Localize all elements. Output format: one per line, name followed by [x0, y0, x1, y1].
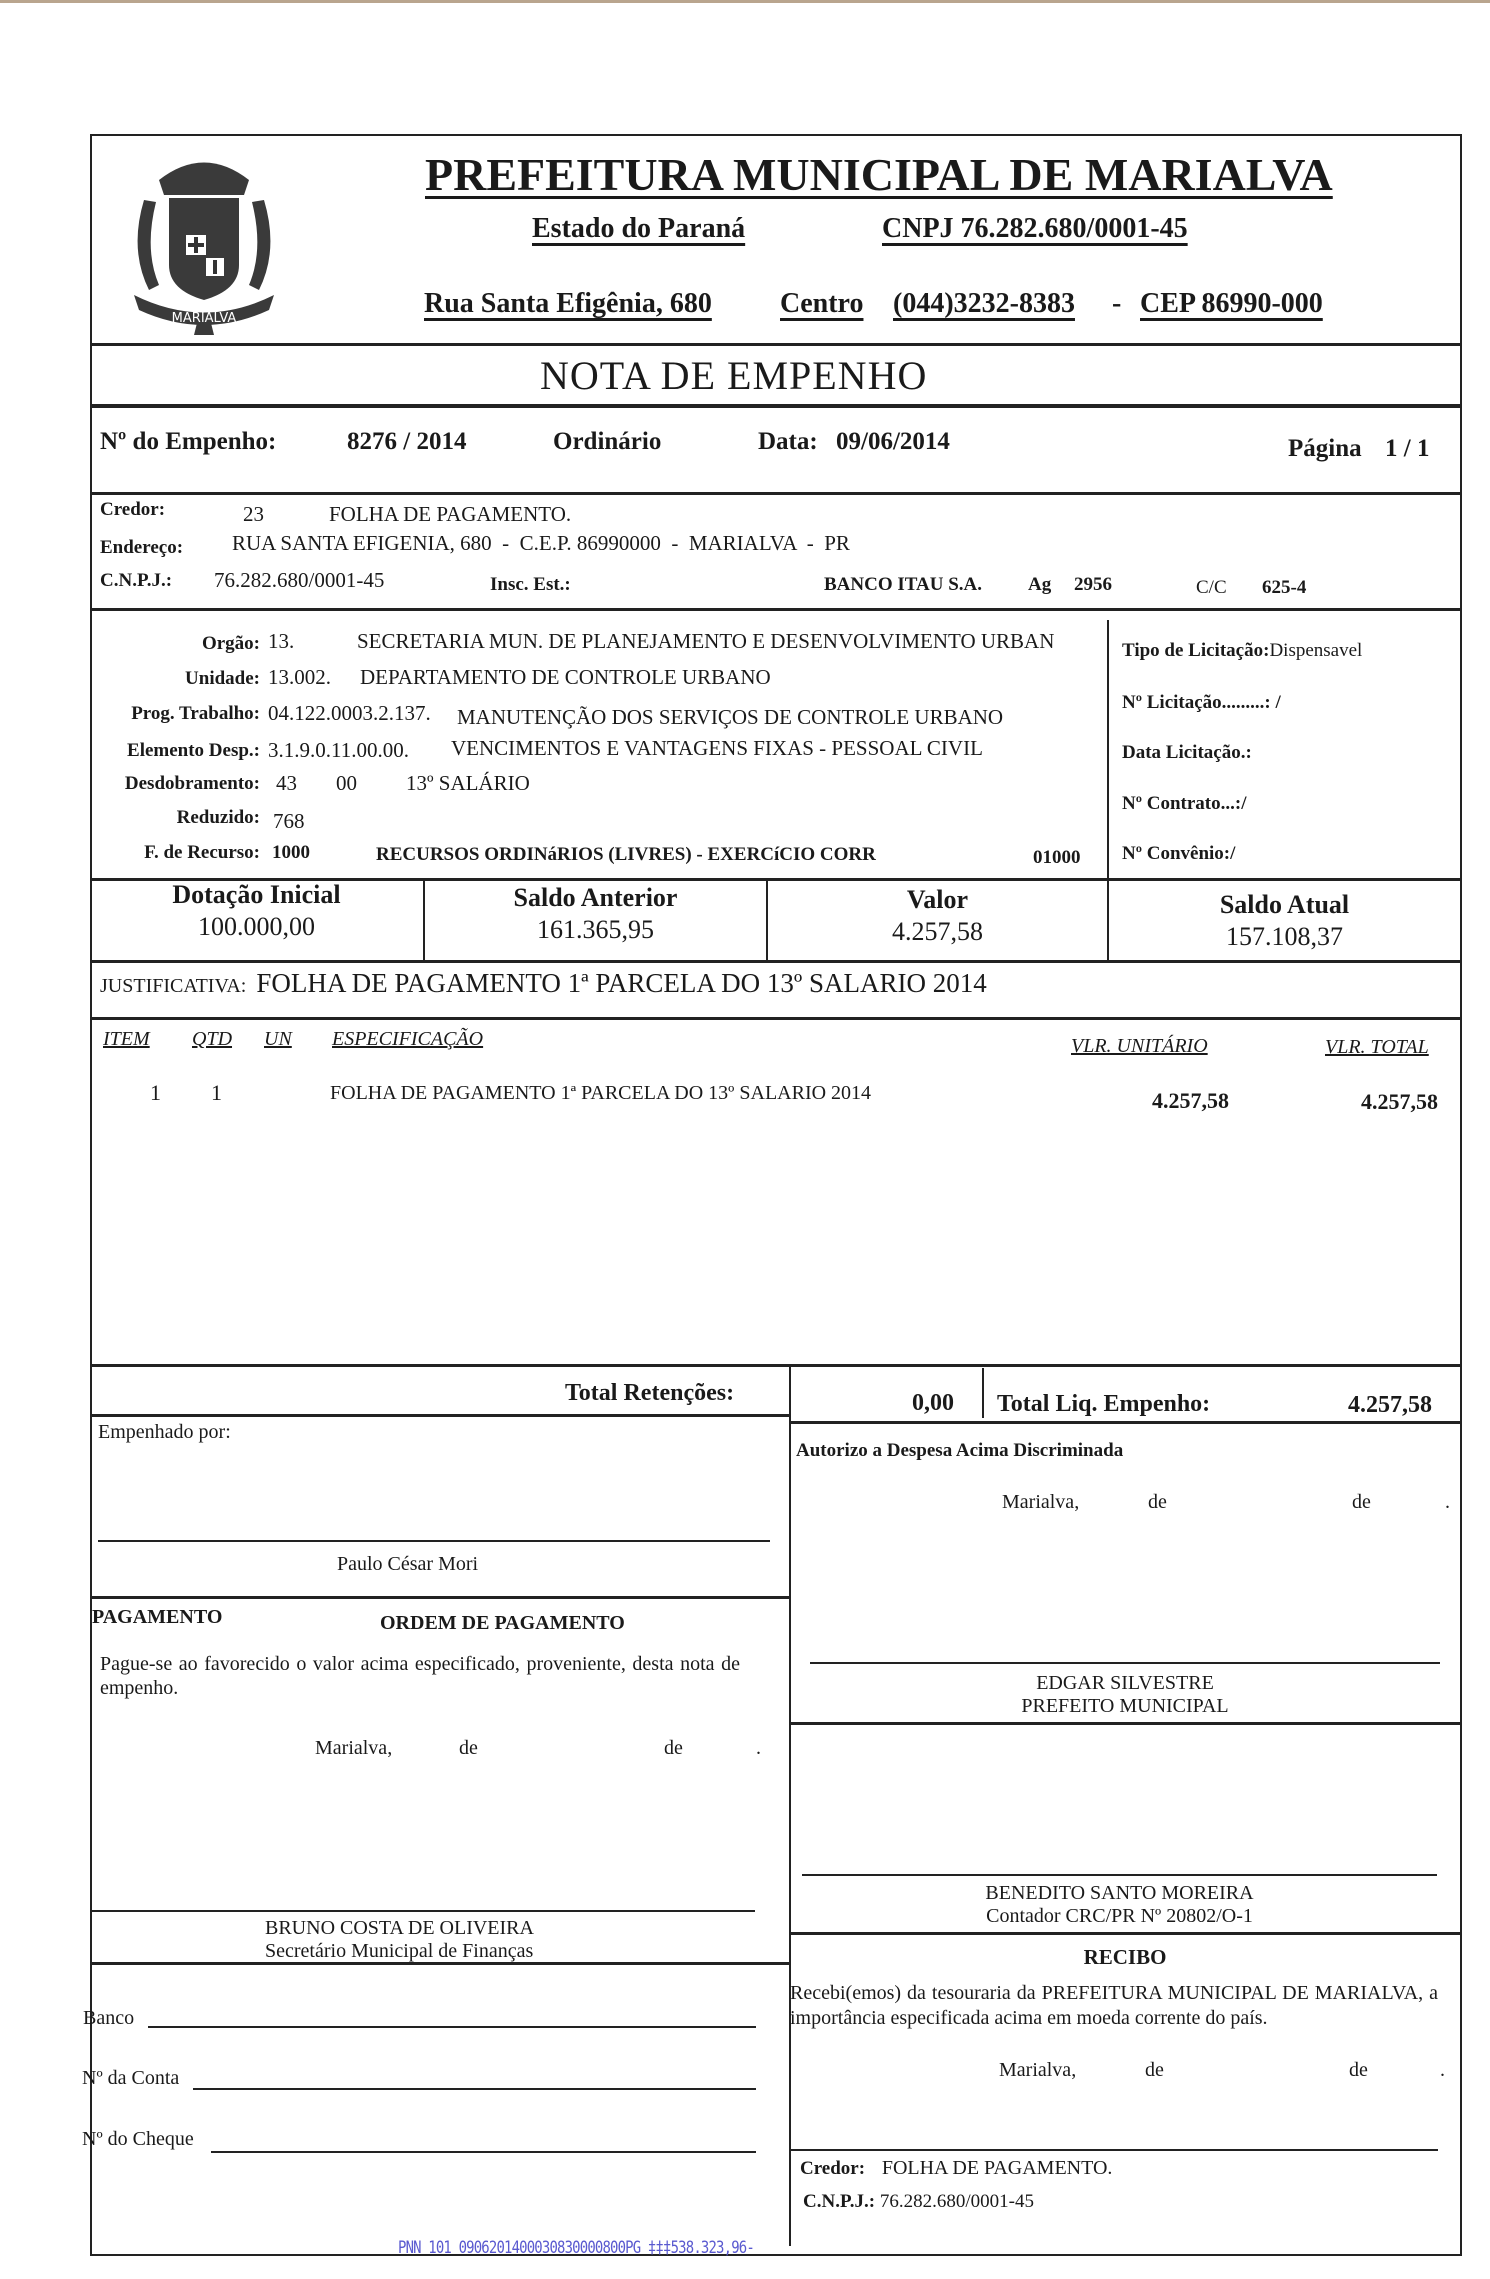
recibo-credor-name: FOLHA DE PAGAMENTO.: [881, 2157, 1113, 2179]
divider: [790, 1421, 1460, 1424]
numero-licitacao: Nº Licitação.........: /: [1122, 692, 1281, 713]
recibo-cnpj: [803, 2191, 1034, 2213]
divider: [90, 1962, 790, 1965]
saldo-atual-label: Saldo Atual: [1219, 890, 1350, 919]
divider: [90, 608, 1460, 611]
credor-cnpj: 76.282.680/0001-45: [214, 568, 385, 592]
liquido-value: 4.257,58: [1348, 1392, 1432, 1418]
unidade-label: Unidade:: [185, 668, 260, 689]
valor-label: Valor: [906, 885, 969, 914]
recurso-extra: 01000: [1033, 847, 1081, 868]
header-phone: (044)3232-8383: [893, 288, 1075, 319]
contador-role: Contador CRC/PR Nº 20802/O-1: [986, 1905, 1253, 1927]
retencoes-label: Total Retenções:: [565, 1380, 735, 1406]
desdobramento-desc: 13º SALÁRIO: [406, 771, 530, 795]
row-unit-value: 4.257,58: [1152, 1088, 1229, 1113]
tipo-licitacao: [1122, 640, 1362, 662]
row-item: 1: [150, 1080, 161, 1105]
empenho-number: 8276 / 2014: [347, 428, 467, 455]
justificativa-text: FOLHA DE PAGAMENTO 1ª PARCELA DO 13º SALARIO 2014: [256, 968, 987, 998]
account-label: C/C: [1196, 577, 1227, 598]
row-total-value: 4.257,58: [1361, 1089, 1438, 1114]
svg-text:MARIALVA: MARIALVA: [171, 311, 237, 326]
recurso-label: F. de Recurso:: [144, 842, 260, 863]
divider: [90, 1017, 1460, 1020]
bank-name: BANCO ITAU S.A.: [824, 574, 983, 595]
page-label: Página: [1288, 435, 1362, 462]
autorizo-de-1: de: [1148, 1491, 1167, 1513]
empenhado-por-label: Empenhado por:: [98, 1421, 231, 1443]
header-street: Rua Santa Efigênia, 680: [424, 288, 712, 319]
state-name: Estado do Paraná: [532, 213, 746, 244]
numero-convenio: Nº Convênio:/: [1122, 843, 1236, 864]
recibo-credor-label: Credor:: [800, 2158, 866, 2179]
col-qtd: QTD: [192, 1028, 233, 1050]
prog-trabalho-code: 04.122.0003.2.137.: [268, 701, 431, 725]
row-spec: FOLHA DE PAGAMENTO 1ª PARCELA DO 13º SALARIO 2014: [330, 1082, 872, 1104]
recibo-cnpj-value: 76.282.680/0001-45: [879, 2191, 1034, 2212]
bank-authentication-stamp: PNN 101 0906201400030830000800PG ‡‡‡538.323,96-: [398, 2238, 754, 2258]
recibo-cnpj-label: C.N.P.J.:: [803, 2191, 876, 2212]
dotacao-inicial-value: 100.000,00: [198, 912, 315, 941]
recibo-title: RECIBO: [1083, 1945, 1167, 1969]
pagamento-dot: .: [756, 1737, 761, 1759]
pagamento-place: Marialva,: [315, 1737, 393, 1759]
coat-of-arms-icon: [104, 140, 304, 340]
header-cep: CEP 86990-000: [1140, 288, 1323, 319]
credor-label: Credor:: [100, 499, 166, 520]
col-vlr-total: VLR. TOTAL: [1325, 1036, 1429, 1058]
empenho-number-label: Nº do Empenho:: [100, 428, 277, 455]
pagamento-label: PAGAMENTO: [92, 1606, 223, 1628]
recibo-de-1: de: [1145, 2059, 1164, 2081]
cheque-field[interactable]: [211, 2151, 756, 2153]
valor-value: 4.257,58: [892, 917, 983, 946]
cnpj-label: C.N.P.J.:: [100, 570, 173, 591]
liquido-label: Total Liq. Empenho:: [997, 1391, 1211, 1417]
orgao-code: 13.: [268, 629, 295, 653]
credor-code: 23: [243, 502, 264, 526]
divider: [90, 404, 1460, 408]
pagamento-text: Pague-se ao favorecido o valor acima especificado, proveniente, desta nota de empenho.: [100, 1653, 740, 1699]
autorizo-dot: .: [1445, 1491, 1450, 1513]
dotacao-inicial-label: Dotação Inicial: [172, 880, 341, 909]
autorizo-de-2: de: [1352, 1491, 1371, 1513]
elemento-desp-label: Elemento Desp.:: [127, 740, 260, 761]
ordem-pagamento-title: ORDEM DE PAGAMENTO: [380, 1612, 625, 1634]
divider: [90, 492, 1460, 495]
justificativa: [100, 968, 987, 999]
divider: [90, 343, 1460, 346]
empenho-date-label: Data:: [758, 428, 818, 455]
tipo-licitacao-value: Dispensavel: [1269, 640, 1363, 661]
header-separator: -: [1112, 288, 1122, 319]
signature-line: [810, 1662, 1440, 1664]
pagamento-de-2: de: [664, 1737, 683, 1759]
divider: [90, 1596, 790, 1599]
signature-line: [98, 1540, 770, 1542]
signature-line: [802, 1874, 1437, 1876]
banco-field[interactable]: [148, 2026, 756, 2028]
credor-address: RUA SANTA EFIGENIA, 680 - C.E.P. 86990000 - MARIALVA - PR: [232, 531, 850, 555]
prog-trabalho-label: Prog. Trabalho:: [131, 703, 260, 724]
divider: [90, 1364, 1460, 1367]
contador-name: BENEDITO SANTO MOREIRA: [985, 1882, 1254, 1904]
pagamento-de-1: de: [459, 1737, 478, 1759]
recibo-de-2: de: [1349, 2059, 1368, 2081]
unidade-desc: DEPARTAMENTO DE CONTROLE URBANO: [360, 665, 771, 689]
reduzido-label: Reduzido:: [176, 807, 260, 828]
insc-est-label: Insc. Est.:: [490, 574, 571, 595]
agency-label: Ag: [1028, 574, 1052, 595]
page-number: 1 / 1: [1385, 435, 1430, 462]
address-label: Endereço:: [100, 537, 184, 558]
desdobramento-code: 43: [276, 771, 297, 795]
col-especificacao: ESPECIFICAÇÃO: [332, 1028, 484, 1050]
banco-label: Banco: [83, 2007, 135, 2029]
row-qtd: 1: [211, 1080, 222, 1105]
agency-number: 2956: [1074, 574, 1112, 595]
signature-line: [790, 2149, 1438, 2151]
col-un: UN: [264, 1028, 292, 1050]
signature-line: [90, 1910, 755, 1912]
desdobramento-label: Desdobramento:: [124, 773, 260, 794]
reduzido-code: 768: [273, 809, 305, 833]
desdobramento-code2: 00: [336, 771, 357, 795]
scan-edge: [0, 0, 1490, 3]
recurso-desc: RECURSOS ORDINáRIOS (LIVRES) - EXERCíCIO CORR: [376, 844, 876, 865]
divider: [790, 1932, 1460, 1935]
column-divider: [1107, 620, 1109, 878]
credor-name: FOLHA DE PAGAMENTO.: [329, 502, 572, 526]
secretario-role: Secretário Municipal de Finanças: [265, 1940, 534, 1962]
municipality-title: PREFEITURA MUNICIPAL DE MARIALVA: [425, 149, 1333, 200]
recibo-dot: .: [1440, 2059, 1445, 2081]
col-vlr-unitario: VLR. UNITÁRIO: [1071, 1035, 1208, 1057]
autorizo-text: Autorizo a Despesa Acima Discriminada: [796, 1440, 1124, 1461]
recibo-text: Recebi(emos) da tesouraria da PREFEITURA MUNICIPAL DE MARIALVA, a importância especificada acima em moeda corrente do país.: [790, 1982, 1438, 2029]
document-title: NOTA DE EMPENHO: [540, 353, 928, 398]
divider: [790, 1722, 1460, 1725]
secretario-name: BRUNO COSTA DE OLIVEIRA: [265, 1917, 534, 1939]
header-district: Centro: [780, 288, 864, 319]
unidade-code: 13.002.: [268, 665, 331, 689]
recurso-code: 1000: [272, 842, 310, 863]
elemento-desp-desc: VENCIMENTOS E VANTAGENS FIXAS - PESSOAL CIVIL: [451, 736, 983, 760]
conta-label: Nº da Conta: [82, 2067, 180, 2089]
recibo-credor: [800, 2157, 1112, 2180]
autorizo-place: Marialva,: [1002, 1491, 1080, 1513]
column-divider: [982, 1368, 984, 1418]
saldo-atual-value: 157.108,37: [1226, 922, 1343, 951]
orgao-desc: SECRETARIA MUN. DE PLANEJAMENTO E DESENVOLVIMENTO URBAN: [357, 629, 1055, 653]
retencoes-value: 0,00: [912, 1390, 954, 1416]
divider: [90, 960, 1460, 963]
prog-trabalho-desc: MANUTENÇÃO DOS SERVIÇOS DE CONTROLE URBANO: [457, 705, 1004, 729]
saldo-anterior-label: Saldo Anterior: [513, 883, 678, 912]
conta-field[interactable]: [193, 2088, 756, 2090]
saldo-anterior-value: 161.365,95: [537, 915, 654, 944]
header-cnpj: CNPJ 76.282.680/0001-45: [882, 213, 1188, 244]
empenho-date: 09/06/2014: [836, 428, 950, 455]
empenhado-por-name: Paulo César Mori: [337, 1553, 479, 1575]
prefeito-role: PREFEITO MUNICIPAL: [1021, 1695, 1229, 1717]
elemento-desp-code: 3.1.9.0.11.00.00.: [268, 738, 409, 762]
cheque-label: Nº do Cheque: [82, 2128, 194, 2150]
column-divider: [789, 1366, 791, 2246]
recibo-place: Marialva,: [999, 2059, 1077, 2081]
account-number: 625-4: [1262, 577, 1307, 598]
numero-contrato: Nº Contrato...:/: [1122, 793, 1247, 814]
justificativa-label: JUSTIFICATIVA:: [100, 975, 247, 997]
prefeito-name: EDGAR SILVESTRE: [1036, 1672, 1214, 1694]
col-item: ITEM: [103, 1028, 150, 1050]
tipo-licitacao-label: Tipo de Licitação:: [1122, 640, 1270, 661]
divider: [90, 1414, 790, 1417]
orgao-label: Orgão:: [201, 633, 260, 654]
empenho-type: Ordinário: [553, 428, 662, 455]
data-licitacao: Data Licitação.:: [1122, 742, 1252, 763]
